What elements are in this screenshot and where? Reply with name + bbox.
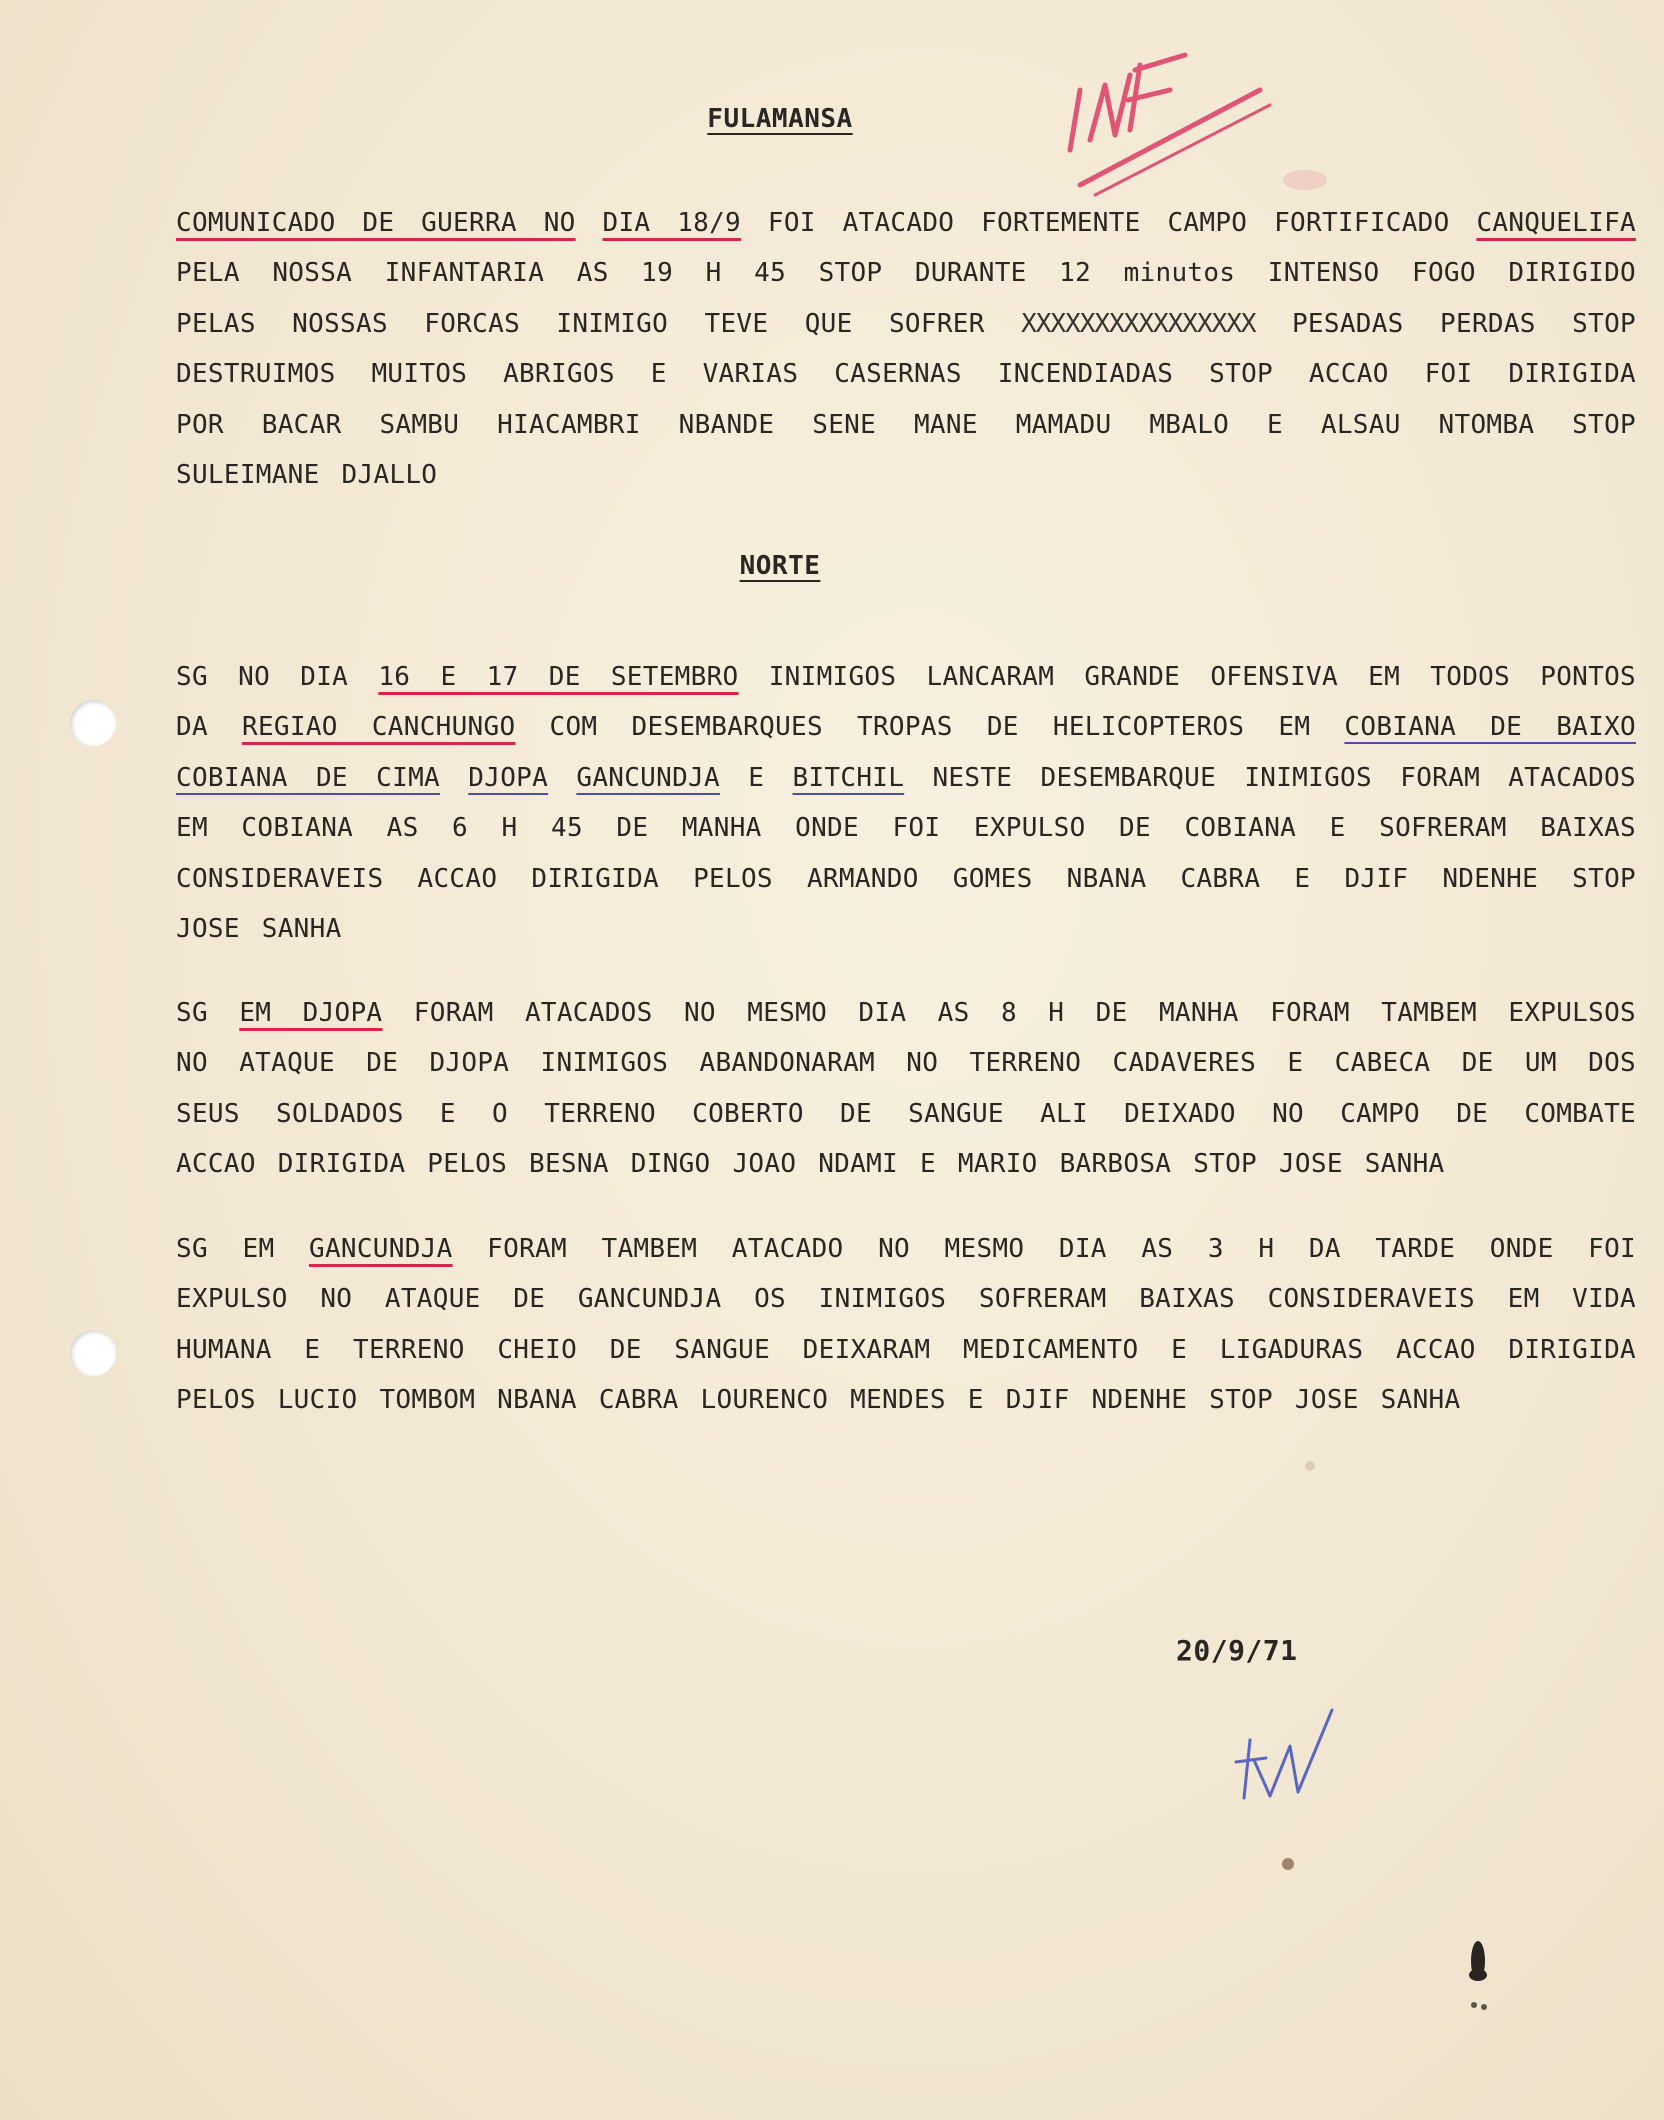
text-line: SG NO DIA 16 E 17 DE SETEMBRO INIMIGOS LANCARAM GRANDE OFENSIVA EM TODOS PONTOS xyxy=(176,662,1636,692)
text-line: COBIANA DE CIMA DJOPA GANCUNDJA E BITCHIL NESTE DESEMBARQUE INIMIGOS FORAM ATACADOS xyxy=(176,762,1636,793)
punch-hole-bottom xyxy=(70,1330,116,1376)
text-line: COMUNICADO DE GUERRA NO DIA 18/9 FOI ATACADO FORTEMENTE CAMPO FORTIFICADO CANQUELIFA xyxy=(176,208,1636,238)
paragraph-fulamansa xyxy=(176,198,1636,500)
dirt-spot-mark xyxy=(1278,1854,1298,1874)
ink-stain-mark xyxy=(1460,1935,1500,2025)
text-line: POR BACAR SAMBU HIACAMBRI NBANDE SENE MANE MAMADU MBALO E ALSAU NTOMBA STOP xyxy=(176,409,1636,440)
document-date: 20/9/71 xyxy=(1176,1634,1298,1667)
punch-hole-top xyxy=(70,700,116,746)
section-heading-fulamansa: FULAMANSA xyxy=(707,104,853,134)
text-line: PELAS NOSSAS FORCAS INIMIGO TEVE QUE SOFRER XXXXXXXXXXXXXXXX PESADAS PERDAS STOP xyxy=(176,308,1636,339)
text-line: DESTRUIMOS MUITOS ABRIGOS E VARIAS CASERNAS INCENDIADAS STOP ACCAO FOI DIRIGIDA xyxy=(176,359,1636,390)
text-line: NO ATAQUE DE DJOPA INIMIGOS ABANDONARAM NO TERRENO CADAVERES E CABECA DE UM DOS xyxy=(176,1048,1636,1079)
text-line: SEUS SOLDADOS E O TERRENO COBERTO DE SANGUE ALI DEIXADO NO CAMPO DE COMBATE xyxy=(176,1098,1636,1129)
paragraph-norte-1 xyxy=(176,652,1636,954)
text-line: HUMANA E TERRENO CHEIO DE SANGUE DEIXARAM MEDICAMENTO E LIGADURAS ACCAO DIRIGIDA xyxy=(176,1334,1636,1365)
text-line: ACCAO DIRIGIDA PELOS BESNA DINGO JOAO NDAMI E MARIO BARBOSA STOP JOSE SANHA xyxy=(176,1149,1445,1180)
text-line: PELOS LUCIO TOMBOM NBANA CABRA LOURENCO MENDES E DJIF NDENHE STOP JOSE SANHA xyxy=(176,1385,1461,1416)
text-line: SG EM GANCUNDJA FORAM TAMBEM ATACADO NO MESMO DIA AS 3 H DA TARDE ONDE FOI xyxy=(176,1234,1636,1264)
section-heading-norte: NORTE xyxy=(739,551,821,581)
text-line: SULEIMANE DJALLO xyxy=(176,460,438,491)
text-line: CONSIDERAVEIS ACCAO DIRIGIDA PELOS ARMANDO GOMES NBANA CABRA E DJIF NDENHE STOP xyxy=(176,863,1636,894)
text-line: JOSE SANHA xyxy=(176,914,342,945)
blue-initials-signature xyxy=(1232,1700,1352,1810)
dirt-spot-mark xyxy=(1300,1456,1320,1476)
paragraph-norte-2 xyxy=(176,988,1636,1190)
text-line: EM COBIANA AS 6 H 45 DE MANHA ONDE FOI EXPULSO DE COBIANA E SOFRERAM BAIXAS xyxy=(176,813,1636,844)
text-line: DA REGIAO CANCHUNGO COM DESEMBARQUES TROPAS DE HELICOPTEROS EM COBIANA DE BAIXO xyxy=(176,712,1636,743)
paragraph-norte-3 xyxy=(176,1224,1636,1426)
text-line: EXPULSO NO ATAQUE DE GANCUNDJA OS INIMIGOS SOFRERAM BAIXAS CONSIDERAVEIS EM VIDA xyxy=(176,1284,1636,1315)
text-line xyxy=(0,0,1,1)
text-line: SG EM DJOPA FORAM ATACADOS NO MESMO DIA AS 8 H DE MANHA FORAM TAMBEM EXPULSOS xyxy=(176,998,1636,1028)
text-line: PELA NOSSA INFANTARIA AS 19 H 45 STOP DURANTE 12 minutos INTENSO FOGO DIRIGIDO xyxy=(176,258,1636,289)
